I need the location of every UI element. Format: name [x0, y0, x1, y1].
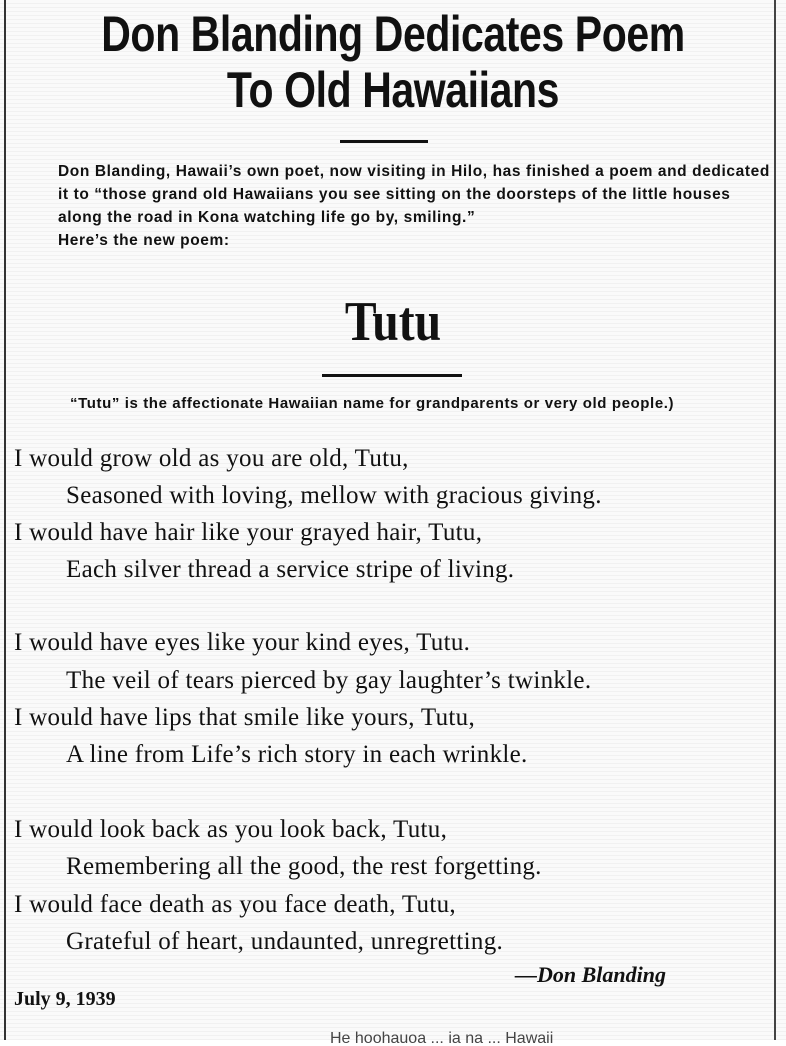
poem-line: I would have hair like your grayed hair, Tutu, [14, 519, 483, 546]
poem-line: Each silver thread a service stripe of living. [66, 556, 515, 583]
poem-title: Tutu [344, 291, 442, 353]
right-column-rule [774, 0, 776, 1040]
poem-line: I would face death as you face death, Tutu, [14, 891, 456, 918]
poem-note-text: “Tutu” is the affectionate Hawaiian name for grandparents or very old people.) [70, 395, 675, 412]
poem-line: I would have lips that smile like yours, Tutu, [14, 704, 476, 731]
intro-paragraph: Don Blanding, Hawaii’s own poet, now visiting in Hilo, has finished a poem and dedicated it to “those grand old Hawaiians you see sitting on the doorsteps of the little houses along the road in Kona watching life go by, smiling.” [58, 163, 770, 226]
intro-lead-in: Here’s the new poem: [58, 232, 230, 249]
poem-line: A line from Life’s rich story in each wrinkle. [66, 741, 528, 768]
poem-line: I would have eyes like your kind eyes, Tutu. [14, 629, 471, 656]
headline-divider [340, 140, 428, 143]
poem-line: Seasoned with loving, mellow with gracious giving. [66, 482, 602, 509]
headline-line-2: To Old Hawaiians [226, 62, 560, 118]
poem-line: I would look back as you look back, Tutu, [14, 816, 448, 843]
poem-line: I would grow old as you are old, Tutu, [14, 445, 409, 472]
poem-note [14, 392, 776, 415]
poem-line: Remembering all the good, the rest forgetting. [66, 853, 542, 880]
publication-date: July 9, 1939 [14, 988, 116, 1010]
poem-line: The veil of tears pierced by gay laughter’s twinkle. [66, 667, 592, 694]
next-article-fragment: He hoohauoa ... ia na ... Hawaii [330, 1030, 554, 1046]
headline [87, 6, 699, 118]
poem-line: Grateful of heart, undaunted, unregretting. [66, 928, 504, 955]
intro-text [14, 160, 774, 252]
left-column-rule [4, 0, 6, 1040]
headline-line-1: Don Blanding Dedicates Poem [101, 6, 685, 62]
poem-signature: —Don Blanding [515, 962, 666, 987]
title-divider [322, 374, 462, 377]
